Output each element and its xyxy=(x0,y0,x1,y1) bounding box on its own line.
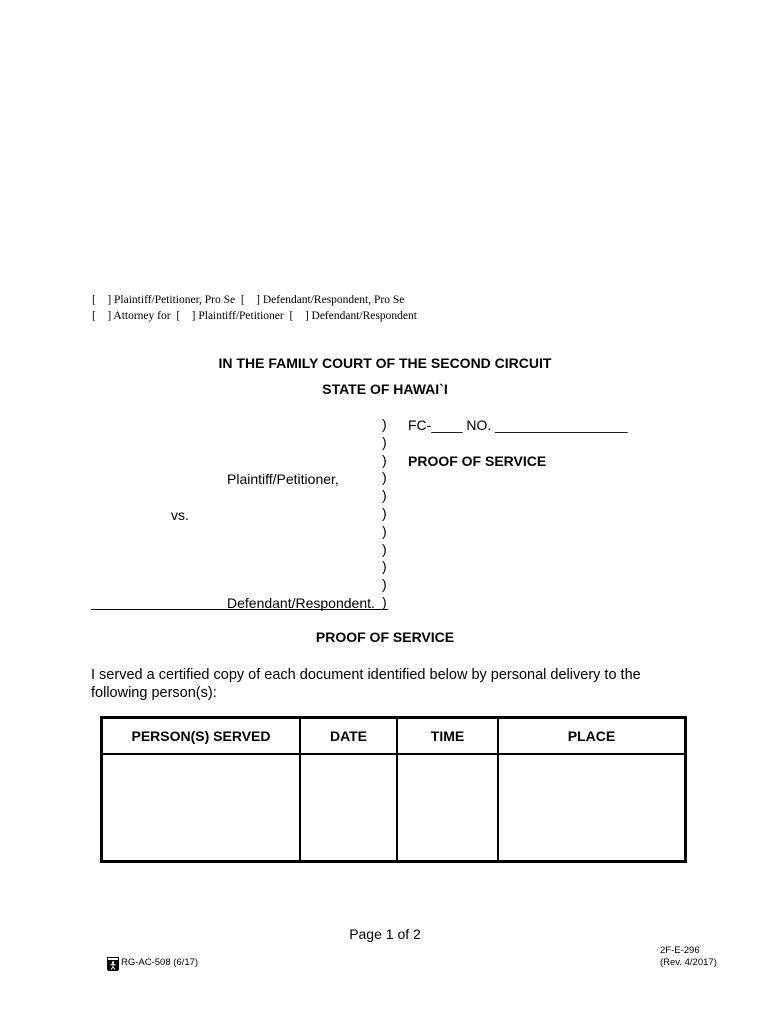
party-role-line-2: [ ] Attorney for [ ] Plaintiff/Petitioner [ ] Defendant/Respondent xyxy=(92,310,417,322)
defendant-label: Defendant/Respondent. xyxy=(227,595,375,611)
table-row xyxy=(102,754,685,861)
place-cell[interactable] xyxy=(498,754,685,861)
time-cell[interactable] xyxy=(397,754,498,861)
column-header-persons-served: PERSON(S) SERVED xyxy=(102,718,300,754)
vs-label: vs. xyxy=(171,507,189,523)
page-number: Page 1 of 2 xyxy=(349,926,421,942)
court-state: STATE OF HAWAI`I xyxy=(322,381,448,397)
column-header-time: TIME xyxy=(397,718,498,754)
column-header-place: PLACE xyxy=(498,718,685,754)
service-statement: I served a certified copy of each document identified below by personal delivery to the following person(s): xyxy=(91,667,641,701)
service-table xyxy=(100,716,687,863)
column-header-date: DATE xyxy=(300,718,397,754)
case-number: FC-____ NO. _________________ xyxy=(408,417,628,433)
caption-document-title: PROOF OF SERVICE xyxy=(408,453,547,469)
caption-parentheses: ) ) ) ) ) ) ) ) ) ) ) xyxy=(382,416,387,610)
plaintiff-label: Plaintiff/Petitioner, xyxy=(227,471,339,487)
table-header-row xyxy=(102,718,685,754)
section-heading: PROOF OF SERVICE xyxy=(315,629,455,645)
form-code: 2F-E-296 xyxy=(660,945,700,956)
party-role-line-1: [ ] Plaintiff/Petitioner, Pro Se [ ] Defendant/Respondent, Pro Se xyxy=(92,294,405,306)
defendant-underline xyxy=(91,609,388,610)
accessibility-logo-icon xyxy=(107,957,119,970)
court-name: IN THE FAMILY COURT OF THE SECOND CIRCUIT xyxy=(218,355,552,371)
revision-date: (Rev. 4/2017) xyxy=(660,957,717,968)
internal-form-code: RG-AC-508 (6/17) xyxy=(121,957,199,968)
persons-served-cell[interactable] xyxy=(102,754,300,861)
date-cell[interactable] xyxy=(300,754,397,861)
